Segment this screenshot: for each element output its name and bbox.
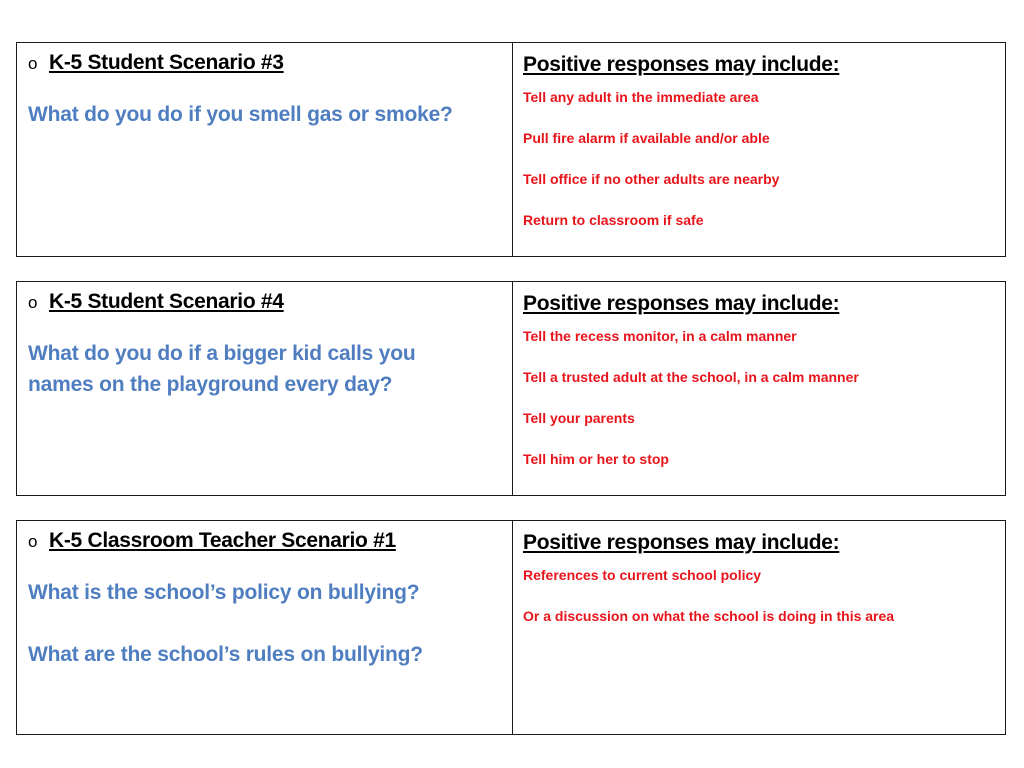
response-item: Pull fire alarm if available and/or able bbox=[523, 130, 770, 146]
scenario-column bbox=[17, 43, 513, 256]
scenario-card-student-4 bbox=[16, 281, 1006, 496]
scenario-card-teacher-1 bbox=[16, 520, 1006, 735]
scenario-question: What do you do if you smell gas or smoke? bbox=[28, 103, 453, 126]
responses-column bbox=[513, 43, 1005, 256]
bullet-icon: o bbox=[28, 293, 38, 312]
responses-title: Positive responses may include: bbox=[523, 292, 840, 315]
responses-title: Positive responses may include: bbox=[523, 53, 840, 76]
scenario-question: What do you do if a bigger kid calls you names on the playground every day? bbox=[28, 342, 416, 396]
response-item: Or a discussion on what the school is doing in this area bbox=[523, 608, 895, 624]
responses-column bbox=[513, 521, 1005, 734]
scenario-title: K-5 Student Scenario #4 bbox=[49, 290, 284, 313]
responses-list bbox=[523, 326, 995, 490]
responses-title: Positive responses may include: bbox=[523, 531, 840, 554]
bullet-icon: o bbox=[28, 54, 38, 73]
bullet-icon: o bbox=[28, 532, 38, 551]
scenario-column bbox=[17, 521, 513, 734]
scenario-question: What are the school’s rules on bullying? bbox=[28, 643, 423, 666]
scenario-title: K-5 Classroom Teacher Scenario #1 bbox=[49, 529, 396, 552]
response-item: Tell office if no other adults are nearby bbox=[523, 171, 780, 187]
scenario-heading bbox=[28, 290, 502, 318]
response-item: Tell him or her to stop bbox=[523, 451, 669, 467]
scenario-column bbox=[17, 282, 513, 495]
response-item: Tell the recess monitor, in a calm manner bbox=[523, 328, 797, 344]
response-item: Return to classroom if safe bbox=[523, 212, 704, 228]
scenario-heading bbox=[28, 51, 502, 79]
response-item: Tell any adult in the immediate area bbox=[523, 89, 759, 105]
responses-list bbox=[523, 565, 995, 647]
response-item: Tell a trusted adult at the school, in a calm manner bbox=[523, 369, 859, 385]
scenario-question: What is the school’s policy on bullying? bbox=[28, 581, 420, 604]
scenario-title: K-5 Student Scenario #3 bbox=[49, 51, 284, 74]
scenario-card-student-3 bbox=[16, 42, 1006, 257]
response-item: Tell your parents bbox=[523, 410, 635, 426]
responses-column bbox=[513, 282, 1005, 495]
responses-list bbox=[523, 87, 995, 251]
response-item: References to current school policy bbox=[523, 567, 762, 583]
scenario-heading bbox=[28, 529, 502, 557]
